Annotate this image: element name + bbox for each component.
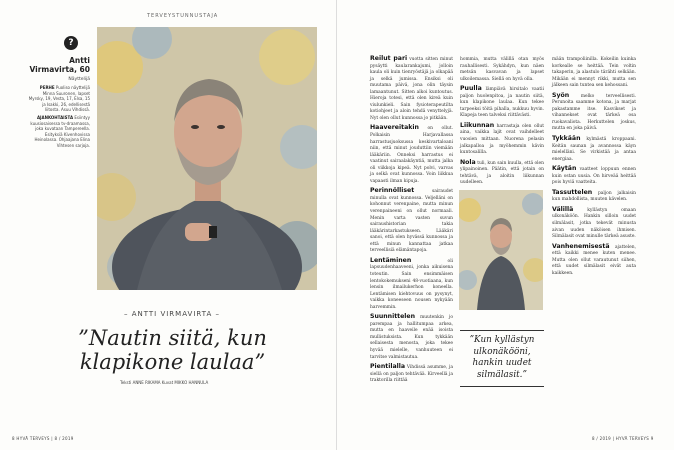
paragraph [552,244,636,278]
paragraph-lead: Vanhenemisestä [552,242,610,250]
article-headline: ”Nautin siitä, kun klapikone laulaa” [78,326,267,374]
paragraph-text: kyllästyn omaan ulkonäköön. Hankin silloin uudet silmälasit, jotka tekevät minusta aivan uuden näköisen ihmisen. Silmälasit ovat minulle tärkeä asuste. [552,207,636,240]
paragraph [552,166,636,187]
paragraph-text: muutenkin jo parempaa ja hallitumpaa arkea, mutta en haaveile enää isoista mullistuksista. Kun tykkään sellaisesta menosta, joka tekee hyvää mielelle, vanhuuteen ei tarvitse valmistautua. [370,315,453,360]
paragraph-lead: Tassuttelen [552,188,593,196]
paragraph-lead: Haavereitakin [370,124,419,132]
paragraph-lead: Pientilalla [370,363,406,371]
paragraph [552,56,636,90]
paragraph [552,93,636,133]
paragraph [370,56,453,122]
paragraph-text: tuli, kun sain kuulla, että olen ylipainoinen. Päätin, että jotain on tehtävä, ja aloitin liikunnan uudelleen. [460,160,544,186]
pull-quote: ”Kun kyllästyn ulkonäkööni, hankin uudet silmälasit.” [460,330,544,381]
paragraph [460,86,544,120]
portrait-illustration [97,27,317,290]
profile-role: Näyttelijä [68,77,90,82]
paragraph [370,125,453,185]
paragraph-text: vuotta sitten minut pysäytti kaularankajumi, jolloin kaula oli kuin tienryöstäjä ja olkapää ja selkä jumissa. Ensiksi oli muutama päivä, jona olin täysin lamaantunut. Sitten alkoi kuntoutus. Hieroja totesi, että olen kireä kuin viulunkieli. Sain fysioterapeutilta kotiohjeet ja aloin tehdä venyttelyjä. Nyt olen ollut kunnossa jo pitkään. [370,57,453,121]
profile-current [28,115,90,149]
paragraph-text: on ollut. Polkaisin Harjavallassa harrastusjuoksussa keskivartaloani niin, että minut jouduttiin viemään lääkäriin. Onneksi harrastus ei vaatinut sairaalakäyntiä, mutta jalka oli viikkoja kipeä. Nyt polvi, varvas ja selkä ovat kunnossa. Voin liikkua vapaasti ilman kipuja. [370,126,453,184]
paragraph [370,314,453,361]
paragraph [552,136,636,163]
paragraph [460,56,544,83]
folio-left: 8 HYVÄ TERVEYS | 8 / 2019 [12,436,74,441]
paragraph [460,123,544,157]
paragraph [370,188,453,254]
current-label: AJANKOHTAISTA [36,114,74,120]
paragraph-text: mään trampoliinilla. Kokeilin kuinka korkealle se heittää. Tein voltin takaperin, ja alastulo tärähti selkään. Mikään ei mennyt rikki, mutta sen jälkeen sain tuntea sen kehossani. [552,57,636,89]
paragraph [552,190,636,204]
paragraph-lead: Perinnölliset [370,187,415,195]
section-label: TERVEYSTUNNUSTAJA [147,13,219,19]
profile-sidebar [28,36,90,149]
profile-name: Antti Virmavirta, 60 [29,56,90,74]
paragraph-lead: Tykkään [552,135,581,143]
family-label: PERHE [39,85,55,90]
text-column-2 [460,56,544,190]
paragraph-lead: Käytän [552,165,577,173]
paragraph [460,160,544,187]
paragraph-text: lämpiävä hirsitalo vaatii paljon huolenpitoa, ja nautin siitä, kun klapikone laulaa. Kun tekee tarpeeksi töitä pihalla, nukkuu hyvin. Klapeja teen talveksi riittävästi. [460,87,544,119]
paragraph-text: oli lapsuudenhaaveeni, jonka aikuisena toteutin. Sain ensimmäisen lentokokemukseni 48-vuotiaana, kun lensin ilmailukerhon koneella. Lentämisen kiehtovuus on pysynyt, vaikka koneeseen nousen nykyään harvemmin. [370,258,453,310]
paragraph [552,207,636,241]
paragraph-text: hommia, mutta välillä otan myös rauhallisesti. Sykähdyn, kun näen metsän kasvavan ja lapset ulkoilemassa. Siellä on hyvä olla. [460,57,544,82]
paragraph-text: melko terveellisesti. Perunoita saamme kotona, ja marjat pakastamme itse. Kasvikset ja vihannekset ovat tärkeä osa ruokavaliota. Herkuttelen joskus, mutta en joka päivä. [552,93,636,132]
text-column-3 [552,56,636,280]
paragraph-text: kylmästä kroppaani. Keitän saunan ja avannossa käyn mielelläni. Se virkistää ja antaa energiaa. [552,137,636,162]
folio-right: 8 / 2019 | HYVÄ TERVEYS 9 [592,436,654,441]
article-kicker: – ANTTI VIRMAVIRTA – [123,310,221,318]
paragraph-lead: Välillä [552,205,574,213]
paragraph-lead: Nola [460,158,476,166]
main-portrait-photo [97,27,317,290]
paragraph [370,364,453,385]
question-badge: ? [64,36,78,50]
paragraph-text: sairaudet minulla ovat kunnossa. Veljelläni on kohonnut verenpaine, mutta minun verenpaineeni on ollut normaali. Menin varta vasten suvun sairaushistorian takia lääkärintarkastukseen. Lääkäri sanoi, että olen hyvässä kunnossa ja että minun kannattaa jatkaa terveellisiä elämäntapoja. [370,189,453,254]
inline-portrait-photo [459,190,543,310]
paragraph-lead: Liikunnan [460,121,495,129]
paragraph-lead: Lentäminen [370,256,412,264]
paragraph-text: harrastaja olen ollut aina, vaikka lajit ovat vaihdelleet vuosien mittaan. Nuorena pelasin jalkapalloa ja myöhemmin kävin kuntosalilla. [460,123,544,156]
article-credits: Teksti ANNE RIKAMA Kuvat MIKKO HANNULA [120,380,209,385]
paragraph-lead: Puulla [460,85,482,93]
paragraph-text: Vihdissä asumme, ja siellä on paljon tehtävää. Kirveellä ja traktorilla riittää [370,365,453,384]
current-text: Esiintyy kuusiosaisessa tv-draamassa, joka kuvataan Tampereella. Esityksiä Kivenhovissa Heinolassa. Ohjaajana Elina Vihtesen sarjoja. [30,114,90,148]
inline-portrait-illustration [459,190,543,310]
paragraph [370,258,453,311]
paragraph-text: paljon jalkaisin kun mahdollista, muuten kävelen. [552,190,636,203]
paragraph-text: vaatteet loppuun ennen kuin ostan uusia. On hirveää heittää pois hyviä vaatteita. [552,167,636,186]
profile-family [28,85,90,113]
paragraph-lead: Syön [552,91,570,99]
text-column-1 [370,56,453,388]
paragraph-lead: Suunnittelen [370,313,416,321]
pull-quote-rule [460,386,544,387]
paragraph-lead: Reilut pari [370,55,408,62]
family-text: Puoliso näyttelijä Minna Suuronen, lapset Myrsky, 19, Vesta, 17, Elsa, 15 ja Isakki, 26, edellisestä liitosta. Asuu Vihdissä. [28,85,90,113]
paragraph-text: ajattelen, että kaikki menee kuten menee. Mutta olen ollut varautunut siihen, että uudet silmälasit eivät auta kaikkeen. [552,244,636,276]
